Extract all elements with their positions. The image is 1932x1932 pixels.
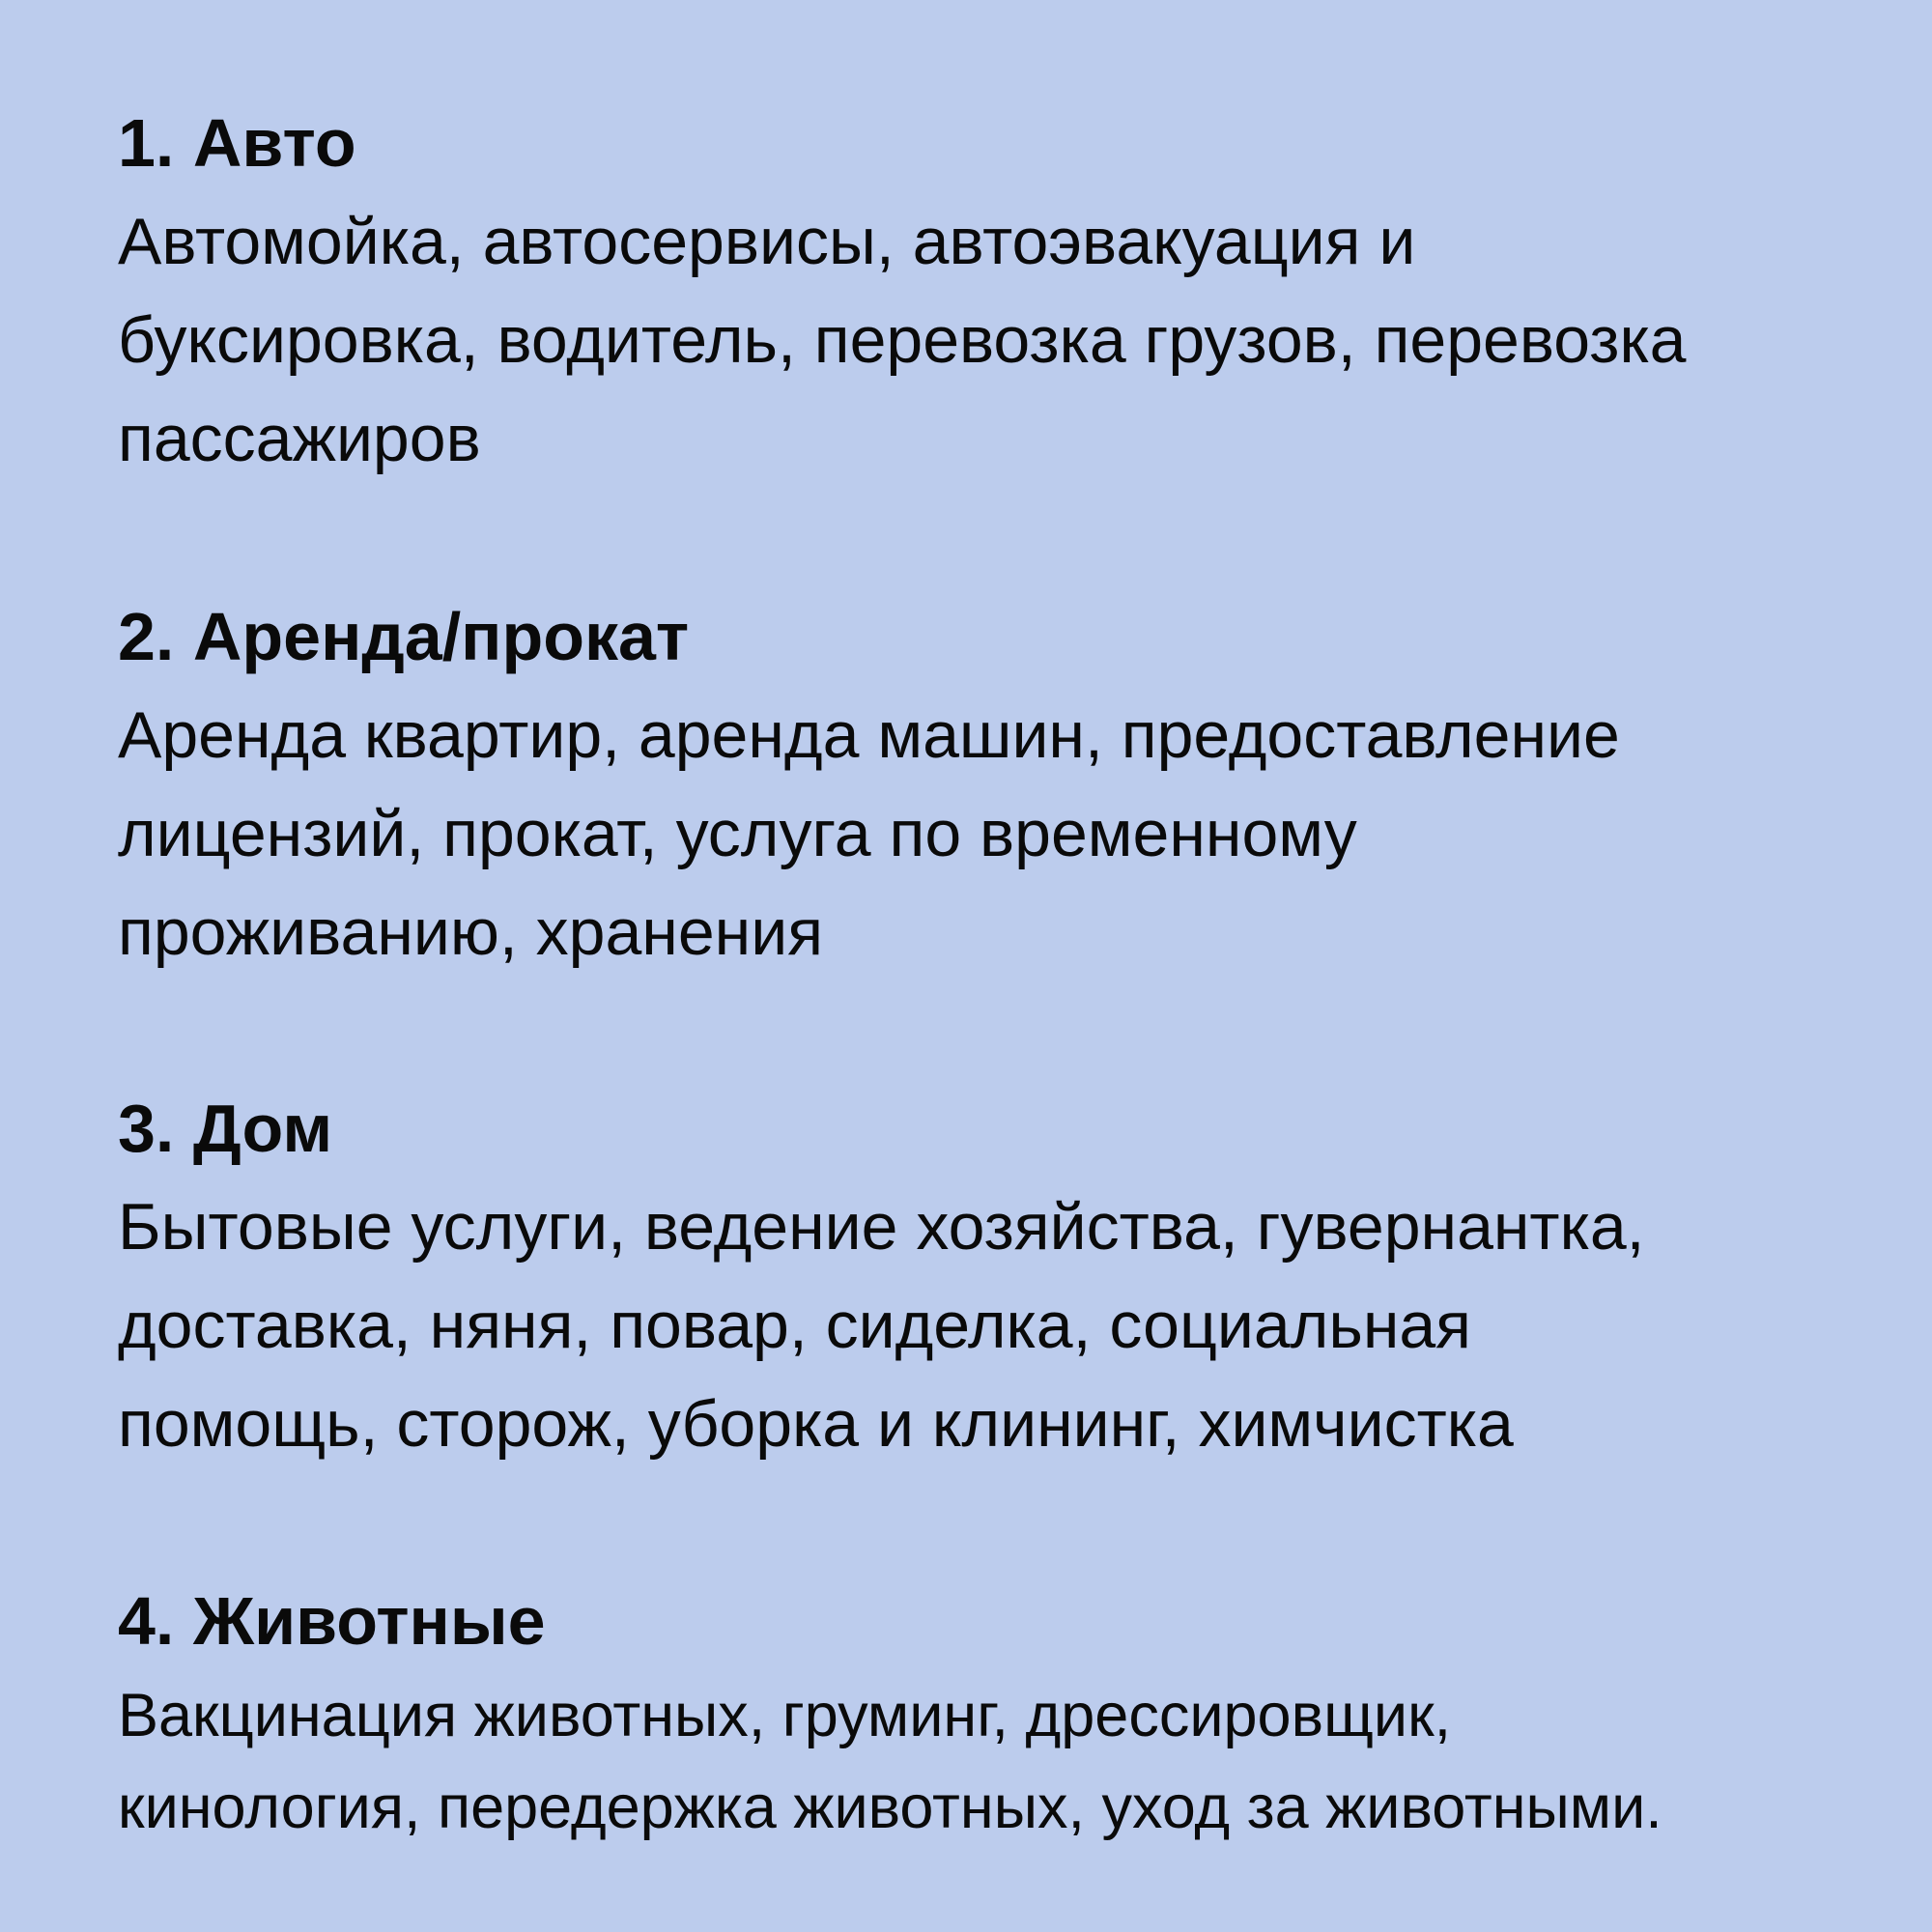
- category-title: 1. Авто: [118, 105, 356, 181]
- description-line: Бытовые услуги, ведение хозяйства, гувернантка,: [118, 1190, 1645, 1264]
- category-description: [118, 1670, 1837, 1854]
- description-line: Вакцинация животных, груминг, дрессировщик,: [118, 1682, 1452, 1749]
- description-line: Автомойка, автосервисы, автоэвакуация и: [118, 205, 1416, 278]
- category-description: [118, 1178, 1837, 1473]
- description-line: буксировка, водитель, перевозка грузов, перевозка: [118, 303, 1687, 377]
- category-description: [118, 192, 1837, 488]
- description-line: Аренда квартир, аренда машин, предоставление: [118, 698, 1620, 772]
- description-line: помощь, сторож, уборка и клининг, химчистка: [118, 1387, 1514, 1461]
- category-home: [118, 1079, 1837, 1473]
- category-title: 3. Дом: [118, 1091, 333, 1166]
- description-line: лицензий, прокат, услуга по временному: [118, 797, 1357, 870]
- category-animals: [118, 1572, 1837, 1854]
- category-title: 2. Аренда/прокат: [118, 599, 690, 674]
- description-line: проживанию, хранения: [118, 895, 824, 969]
- category-rental: [118, 587, 1837, 981]
- category-description: [118, 686, 1837, 981]
- description-line: кинология, передержка животных, уход за животными.: [118, 1774, 1662, 1841]
- category-auto: [118, 94, 1837, 488]
- category-title: 4. Животные: [118, 1583, 546, 1659]
- description-line: доставка, няня, повар, сиделка, социальная: [118, 1289, 1472, 1362]
- description-line: пассажиров: [118, 402, 481, 475]
